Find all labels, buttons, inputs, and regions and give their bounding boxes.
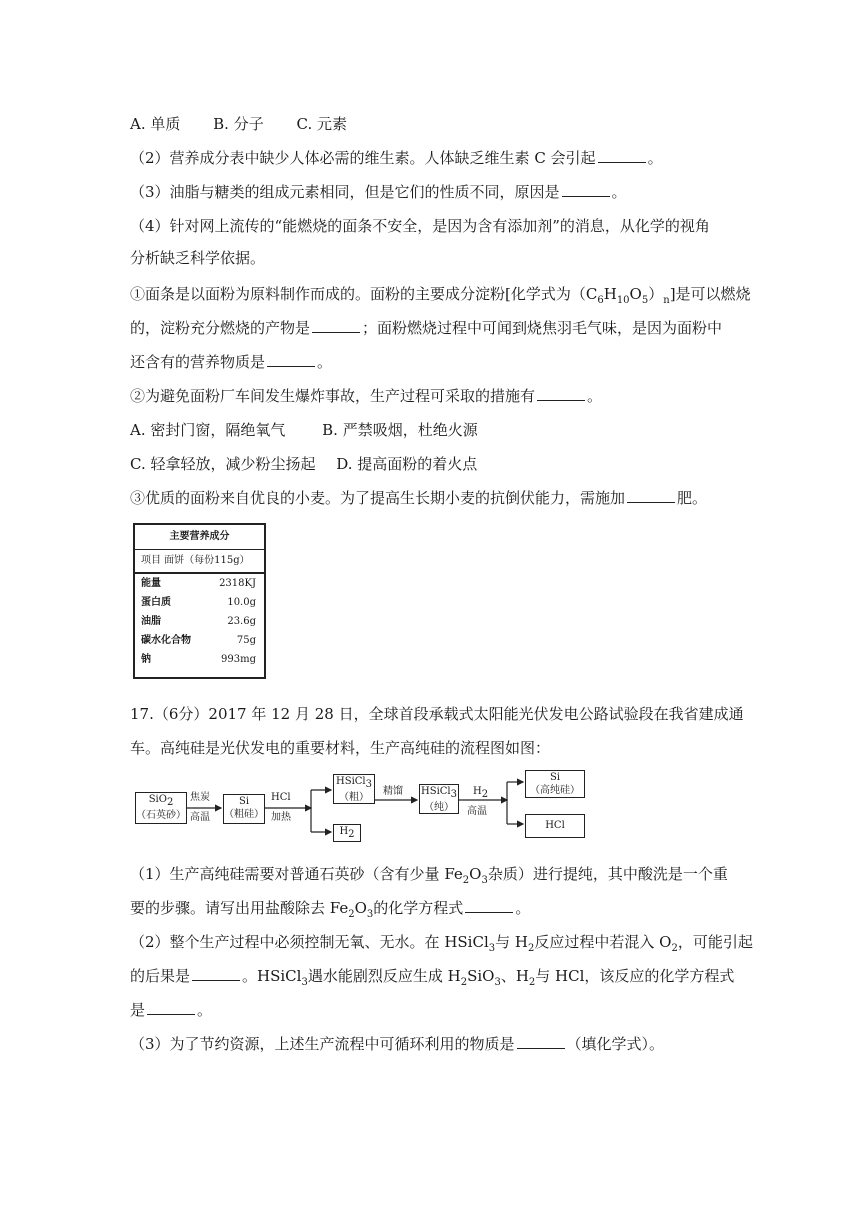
answer-blank[interactable]	[537, 386, 585, 401]
answer-blank[interactable]	[312, 318, 360, 333]
q16-sub1-line2: 的，淀粉充分燃烧的产物是 ；面粉燃烧过程中可闻到烧焦羽毛气味，是因为面粉中	[130, 319, 723, 337]
table-row: 油脂 23.6g	[141, 616, 256, 627]
table-header: 项目 面饼（每份115g）	[135, 550, 264, 574]
answer-blank[interactable]	[517, 1034, 565, 1049]
label-high-temp: 高温	[467, 806, 487, 817]
q17-part2-line2: 的后果是 。HSiCl$_3$遇水能剧烈反应生成 $H_2SiO_3$、$H_2$与 HCl，该反应的化学方程式	[130, 967, 735, 988]
label-heat: 加热	[271, 812, 291, 823]
table-title: 主要营养成分	[135, 525, 264, 550]
answer-blank[interactable]	[627, 488, 675, 503]
q16-part4-line2: 分析缺乏科学依据。	[130, 249, 266, 267]
label-coke: 焦炭	[190, 792, 210, 803]
option-c[interactable]: C. 轻拿轻放，减少粉尘扬起	[130, 455, 316, 473]
label-high-temp: 高温	[190, 812, 210, 823]
answer-blank[interactable]	[192, 966, 240, 981]
q16-part3: （3）油脂与糖类的组成元素相同，但是它们的性质不同，原因是 。	[130, 183, 627, 201]
box-quartz-sand: SiO$_2$ （石英砂）	[135, 792, 187, 824]
q17-part1-line2: 要的步骤。请写出用盐酸除去 $Fe_2O_3$的化学方程式 。	[130, 899, 531, 920]
answer-blank[interactable]	[465, 898, 513, 913]
q16-sub1-line1: ①面条是以面粉为原料制作而成的。面粉的主要成分淀粉[化学式为$(C_6H_{10}O_5)_n$]是可以燃烧	[130, 285, 751, 306]
q17-part2-line1: （2）整个生产过程中必须控制无氧、无水。在 HSiCl$_3$与 $H_2$反应过程中若混入 $O_2$，可能引起	[130, 933, 753, 954]
q16-sub2: ②为避免面粉厂车间发生爆炸事故，生产过程可采取的措施有 。	[130, 387, 603, 405]
label-h2: $H_2$	[473, 786, 489, 800]
box-hsicl3-crude: HSiCl$_3$ （粗）	[333, 774, 375, 804]
q16-options	[130, 114, 347, 134]
q17-part3: （3）为了节约资源，上述生产流程中可循环利用的物质是 （填化学式）。	[130, 1035, 665, 1053]
q17-part1-line1: （1）生产高纯硅需要对普通石英砂（含有少量 $Fe_2O_3$杂质）进行提纯，其中酸洗是一个重	[130, 865, 728, 886]
option-b[interactable]: B. 分子	[213, 115, 264, 133]
box-crude-silicon: Si （粗硅）	[223, 794, 265, 824]
answer-blank[interactable]	[598, 148, 646, 163]
q16-part2: （2）营养成分表中缺少人体必需的维生素。人体缺乏维生素 C 会引起 。	[130, 149, 663, 167]
option-a[interactable]: A. 密封门窗，隔绝氧气	[130, 421, 286, 439]
answer-blank[interactable]	[562, 182, 610, 197]
table-row: 碳水化合物 75g	[141, 635, 256, 646]
option-c[interactable]: C. 元素	[296, 115, 347, 133]
nutrition-table	[133, 523, 266, 679]
table-row: 蛋白质 10.0g	[141, 597, 256, 608]
q17-part2-line3: 是 。	[130, 1001, 213, 1019]
label-hcl: HCl	[271, 792, 291, 803]
table-row: 钠 993mg	[141, 654, 256, 665]
q16-sub2-options-ab	[130, 420, 478, 440]
box-hydrogen: $H_2$	[333, 824, 361, 842]
q16-sub3: ③优质的面粉来自优良的小麦。为了提高生长期小麦的抗倒伏能力，需施加 肥。	[130, 489, 708, 507]
box-pure-silicon: Si （高纯硅）	[525, 770, 585, 798]
answer-blank[interactable]	[147, 1000, 195, 1015]
box-hcl: HCl	[525, 814, 585, 838]
label-distillation: 精馏	[383, 786, 403, 797]
option-b[interactable]: B. 严禁吸烟，杜绝火源	[322, 421, 478, 439]
q16-sub2-options-cd	[130, 454, 477, 474]
answer-blank[interactable]	[267, 352, 315, 367]
q17-intro-line2: 车。高纯硅是光伏发电的重要材料，生产高纯硅的流程图如图：	[130, 739, 551, 757]
box-hsicl3-pure: HSiCl$_3$ （纯）	[421, 786, 457, 813]
q17-intro-line1: 17.（6分）2017 年 12 月 28 日，全球首段承载式太阳能光伏发电公路试验段在我省建成通	[130, 705, 744, 723]
q16-sub1-line3: 还含有的营养物质是 。	[130, 353, 333, 371]
table-row: 能量 2318KJ	[141, 578, 256, 589]
q16-part4-line1: （4）针对网上流传的“能燃烧的面条不安全，是因为含有添加剂”的消息，从化学的视角	[130, 217, 710, 235]
option-a[interactable]: A. 单质	[130, 115, 181, 133]
option-d[interactable]: D. 提高面粉的着火点	[336, 455, 478, 473]
